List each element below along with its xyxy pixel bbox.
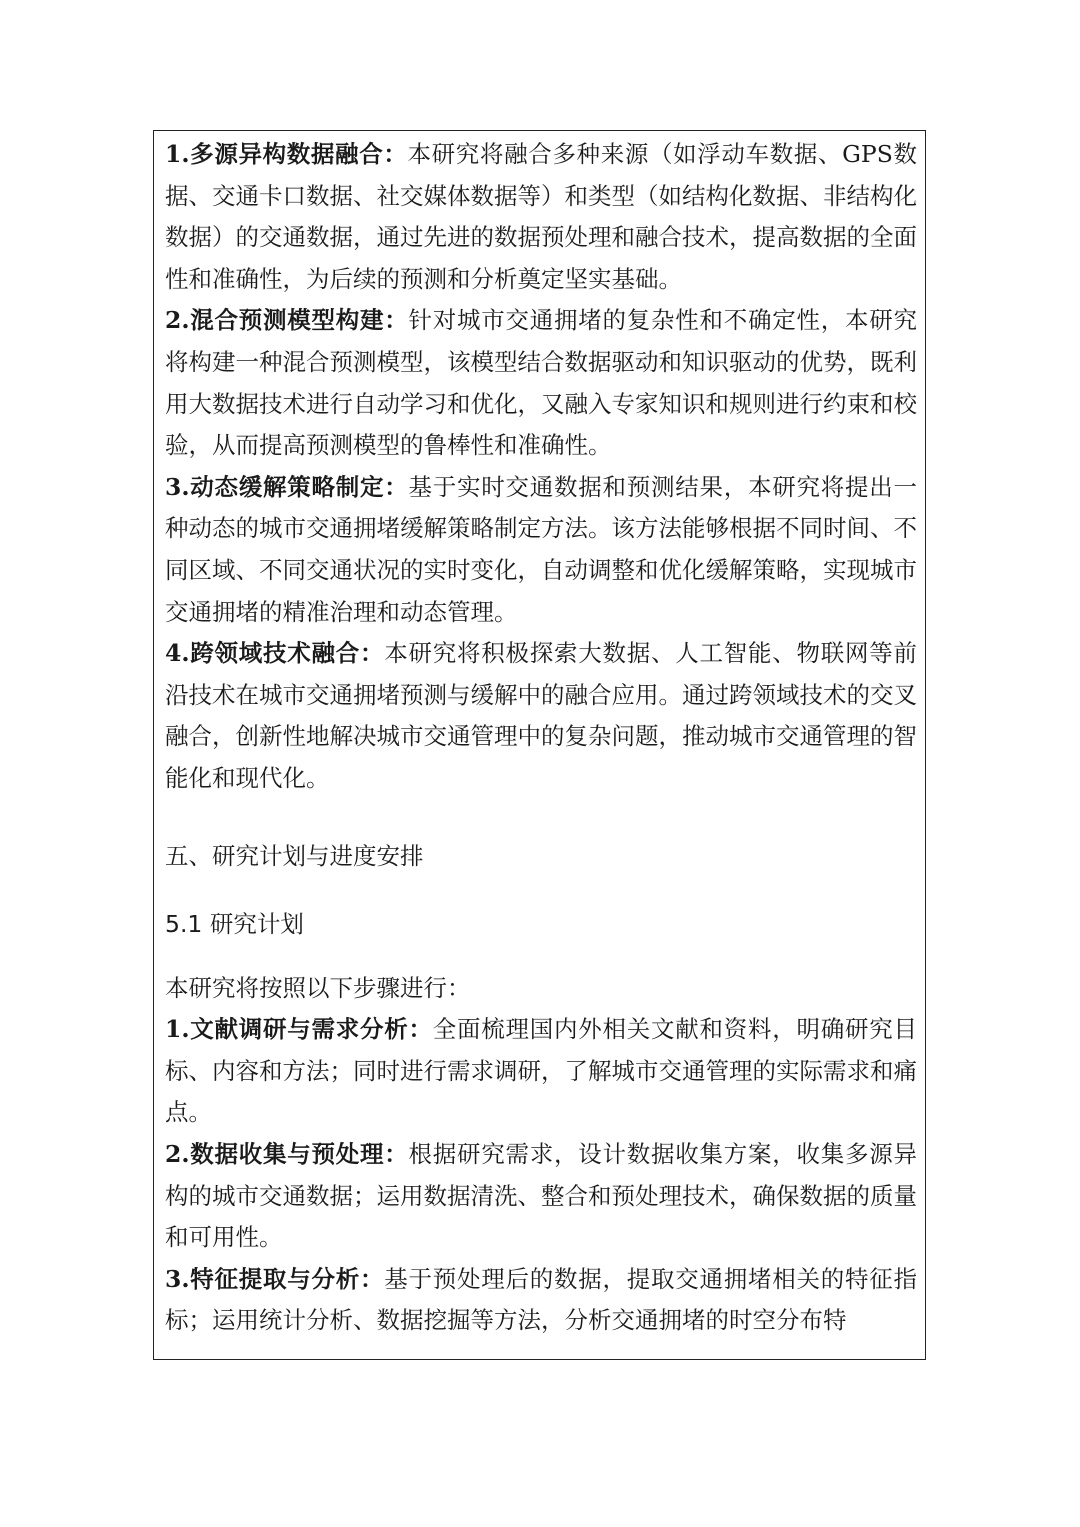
plan-step — [165, 1134, 917, 1259]
document-frame — [153, 130, 926, 1360]
innovation-text: 基于实时交通数据和预测结果，本研究将提出一种动态的城市交通拥堵缓解策略制定方法。该方法能够根据不同时间、不同区域、不同交通状况的实时变化，自动调整和优化缓解策略，实现城市交通拥堵的精准治理和动态管理。 — [165, 472, 917, 626]
plan-step — [165, 1259, 917, 1342]
plan-intro: 本研究将按照以下步骤进行： — [165, 973, 471, 1002]
step-text: 基于预处理后的数据，提取交通拥堵相关的特征指标；运用统计分析、数据挖掘等方法，分析交通拥堵的时空分布特 — [165, 1264, 917, 1335]
innovation-item — [165, 134, 917, 300]
step-title: 1.文献调研与需求分析： — [165, 1015, 433, 1044]
innovation-title: 2.混合预测模型构建： — [165, 306, 409, 335]
innovation-title: 4.跨领域技术融合： — [165, 639, 385, 668]
step-title: 2.数据收集与预处理： — [165, 1140, 409, 1169]
innovation-title: 3.动态缓解策略制定： — [165, 472, 409, 501]
innovation-item — [165, 633, 917, 799]
document-body — [165, 134, 917, 1342]
step-text: 根据研究需求，设计数据收集方案，收集多源异构的城市交通数据；运用数据清洗、整合和预处理技术，确保数据的质量和可用性。 — [165, 1140, 917, 1252]
innovation-text: 针对城市交通拥堵的复杂性和不确定性，本研究将构建一种混合预测模型，该模型结合数据驱动和知识驱动的优势，既利用大数据技术进行自动学习和优化，又融入专家知识和规则进行约束和校验，从而提高预测模型的鲁棒性和准确性。 — [165, 306, 917, 460]
innovation-text: 本研究将积极探索大数据、人工智能、物联网等前沿技术在城市交通拥堵预测与缓解中的融合应用。通过跨领域技术的交叉融合，创新性地解决城市交通管理中的复杂问题，推动城市交通管理的智能化和现代化。 — [165, 639, 917, 792]
step-text: 全面梳理国内外相关文献和资料，明确研究目标、内容和方法；同时进行需求调研，了解城市交通管理的实际需求和痛点。 — [165, 1015, 917, 1127]
innovation-item — [165, 300, 917, 466]
section-heading: 五、研究计划与进度安排 — [165, 841, 424, 870]
step-title: 3.特征提取与分析： — [165, 1264, 385, 1293]
subsection-heading: 5.1 研究计划 — [165, 910, 304, 939]
innovation-item — [165, 467, 917, 633]
innovation-text: 本研究将融合多种来源（如浮动车数据、GPS数据、交通卡口数据、社交媒体数据等）和类型（如结构化数据、非结构化数据）的交通数据，通过先进的数据预处理和融合技术，提高数据的全面性和准确性，为后续的预测和分析奠定坚实基础。 — [165, 140, 917, 293]
plan-step — [165, 1009, 917, 1134]
innovation-title: 1.多源异构数据融合： — [165, 140, 408, 168]
